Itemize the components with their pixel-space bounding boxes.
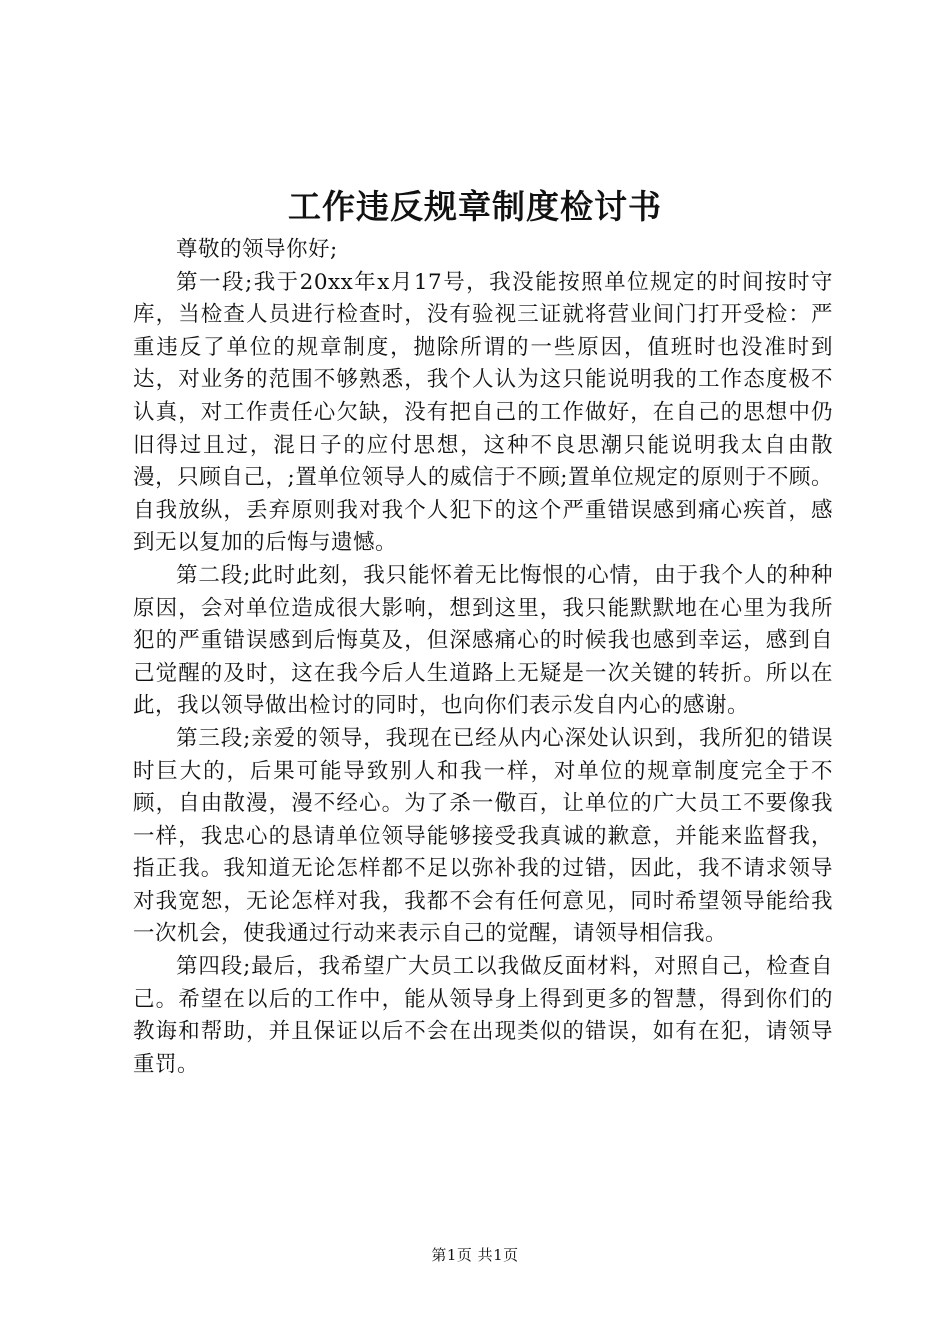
document-title: 工作违反规章制度检讨书 xyxy=(288,187,662,226)
document-body xyxy=(133,234,833,1081)
paragraph-3: 第三段;亲爱的领导，我现在已经从内心深处认识到，我所犯的错误时巨大的，后果可能导致别人和我一样，对单位的规章制度完全于不顾，自由散漫，漫不经心。为了杀一儆百，让单位的广大员工不要像我一样，我忠心的恳请单位领导能够接受我真诚的歉意，并能来监督我，指正我。我知道无论怎样都不足以弥补我的过错，因此，我不请求领导对我宽恕，无论怎样对我，我都不会有任何意见，同时希望领导能给我一次机会，使我通过行动来表示自己的觉醒，请领导相信我。 xyxy=(133,725,833,947)
paragraph-4: 第四段;最后，我希望广大员工以我做反面材料，对照自己，检查自己。希望在以后的工作中，能从领导身上得到更多的智慧，得到你们的教诲和帮助，并且保证以后不会在出现类似的错误，如有在犯，请领导重罚。 xyxy=(133,954,833,1077)
page-number-footer: 第1页 共1页 xyxy=(431,1246,519,1264)
salutation: 尊敬的领导你好; xyxy=(176,237,338,262)
paragraph-1: 第一段;我于20xx年x月17号，我没能按照单位规定的时间按时守库，当检查人员进行检查时，没有验视三证就将营业间门打开受检：严重违反了单位的规章制度，抛除所谓的一些原因，值班时也没准时到达，对业务的范围不够熟悉，我个人认为这只能说明我的工作态度极不认真，对工作责任心欠缺，没有把自己的工作做好，在自己的思想中仍旧得过且过，混日子的应付思想，这种不良思潮只能说明我太自由散漫，只顾自己，;置单位领导人的威信于不顾;置单位规定的原则于不顾。自我放纵，丢弃原则我对我个人犯下的这个严重错误感到痛心疾首，感到无以复加的后悔与遗憾。 xyxy=(133,269,833,556)
paragraph-2: 第二段;此时此刻，我只能怀着无比悔恨的心情，由于我个人的种种原因，会对单位造成很大影响，想到这里，我只能默默地在心里为我所犯的严重错误感到后悔莫及，但深感痛心的时候我也感到幸运，感到自己觉醒的及时，这在我今后人生道路上无疑是一次关键的转折。所以在此，我以领导做出检讨的同时，也向你们表示发自内心的感谢。 xyxy=(133,562,833,719)
